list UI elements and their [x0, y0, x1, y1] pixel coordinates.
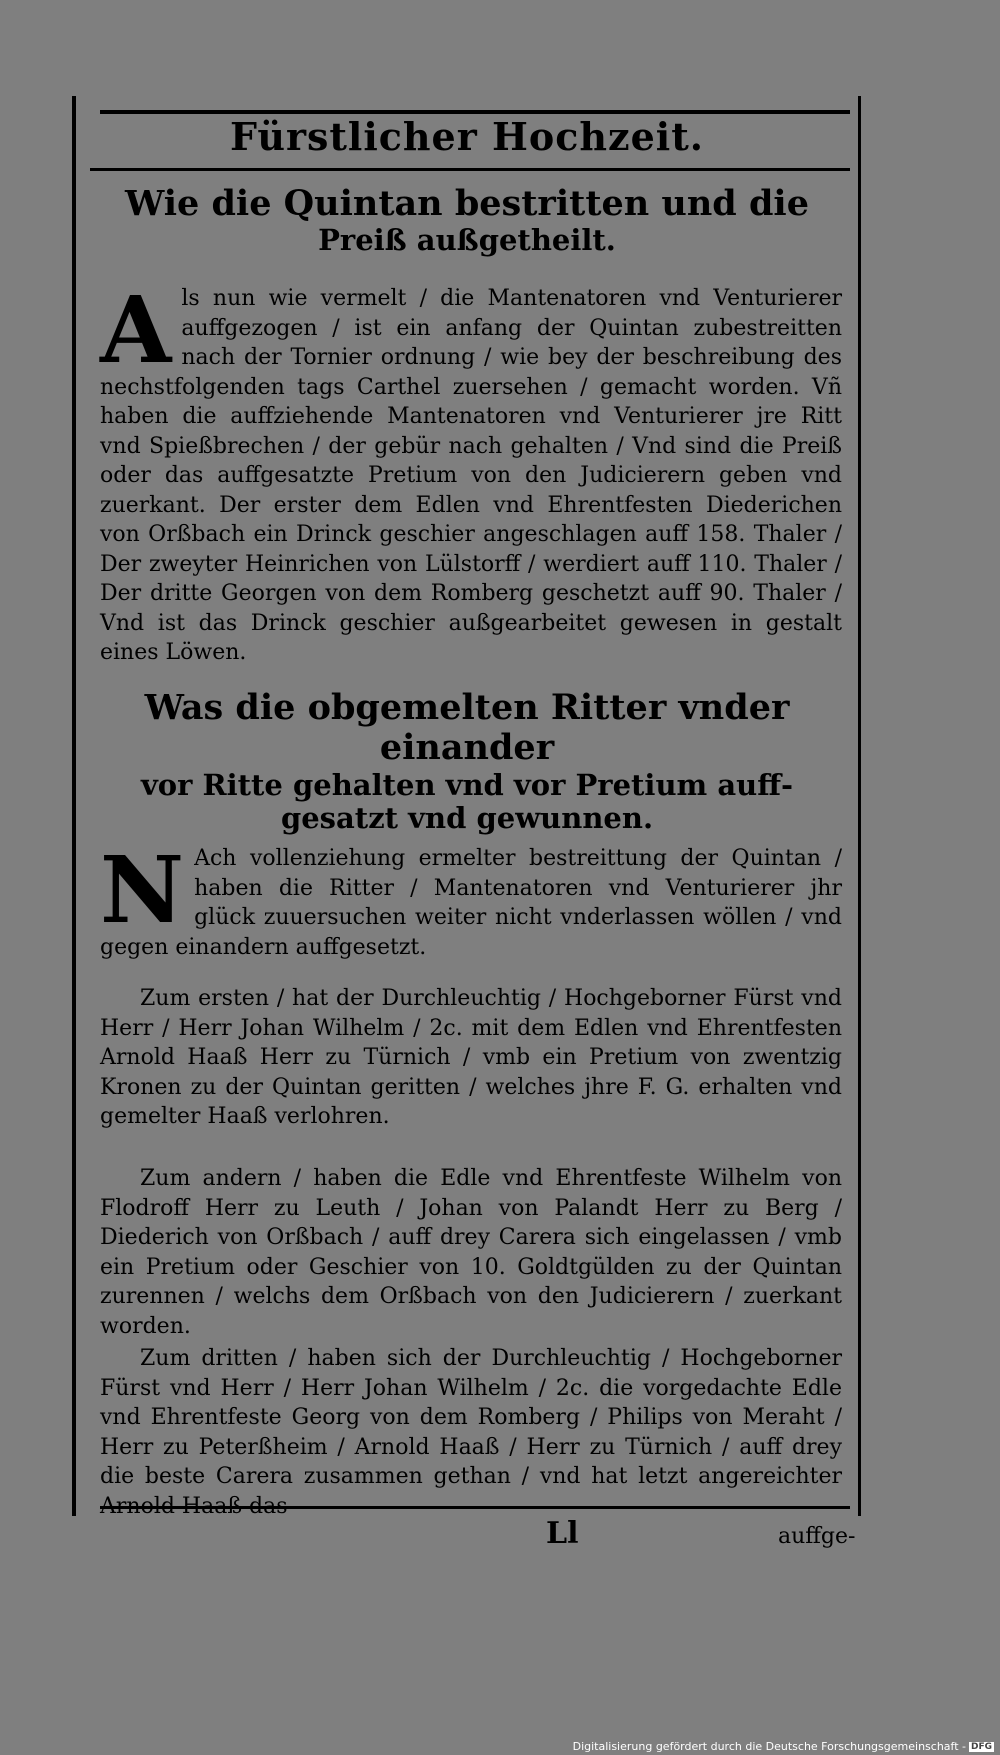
- dfg-logo-icon: DFG: [970, 1741, 992, 1752]
- credit-text: Digitalisierung gefördert durch die Deutsche Forschungsgemeinschaft -: [572, 1740, 966, 1753]
- paragraph-text: ls nun wie vermelt / die Mantenatoren vnd Venturierer auffgezogen / ist ein anfang der Quintan zubestreitten nach der Tornier ordnung / wie bey der beschreibung des nechstfolgenden tags Carthel zuersehen / gemacht worden. Vñ haben die auffziehende Mantenatoren vnd Venturierer jre Ritt vnd Spießbrechen / der gebür nach gehalten / Vnd sind die Preiß oder das auffgesatzte Pretium von den Judicierern geben vnd zuerkant. Der erster dem Edlen vnd Ehrentfesten Diederichen von Orßbach ein Drinck geschier angeschlagen auff 158. Thaler / Der zweyter Heinrichen von Lülstorff / werdiert auff 110. Thaler / Der dritte Georgen von dem Romberg geschetzt auff 90. Thaler / Vnd ist das Drinck geschier außgearbeitet gewesen in gestalt eines Löwen.: [100, 286, 842, 665]
- paragraph-quintan: [100, 276, 842, 668]
- paragraph-zum-dritten: Zum dritten / haben sich der Durchleuchtig / Hochgeborner Fürst vnd Herr / Herr Johan Wilhelm / 2c. die vorgedachte Edle vnd Ehrentfeste Georg von dem Romberg / Philips von Meraht / Herr zu Peterßheim / Arnold Haaß / Herr zu Türnich / auff drey die beste Carera zusammen gethan / vnd hat letzt angereichter Arnold Haaß das: [100, 1346, 842, 1519]
- signature-mark: Ll: [546, 1516, 579, 1551]
- running-header: Fürstlicher Hochzeit.: [230, 114, 704, 159]
- paragraph-zum-ersten: Zum ersten / hat der Durchleuchtig / Hochgeborner Fürst vnd Herr / Herr Johan Wilhelm / 2c. mit dem Edlen vnd Ehrentfesten Arnold Haaß Herr zu Türnich / vmb ein Pretium von zwentzig Kronen zu der Quintan geritten / welches jhre F. G. erhalten vnd gemelter Haaß verlohren.: [100, 986, 842, 1129]
- section-title-quintan: [76, 184, 858, 258]
- header-rule: [90, 168, 850, 171]
- section-title-line: Wie die Quintan bestritten und die: [125, 183, 809, 224]
- drop-cap: N: [100, 836, 185, 944]
- section-title-line: gesatzt vnd gewunnen.: [280, 800, 654, 835]
- section-title-line: Was die obgemelten Ritter vnder einander: [144, 687, 790, 769]
- bottom-rule: [100, 1506, 850, 1509]
- paragraph-text: Ach vollenziehung ermelter bestreittung der Quintan / haben die Ritter / Mantenatoren vnd Venturierer jhr glück zuuersuchen weiter nicht vnderlassen wöllen / vnd gegen einandern auffgesetzt.: [100, 846, 842, 960]
- digitization-credit: [573, 1740, 994, 1753]
- text-block-frame: [72, 96, 861, 1551]
- paragraph-intro: [100, 836, 842, 962]
- section-title-line: Preiß außgetheilt.: [318, 223, 616, 258]
- section-title-line: vor Ritte gehalten vnd vor Pretium auff-: [140, 767, 794, 802]
- paragraph-zum-andern: Zum andern / haben die Edle vnd Ehrentfeste Wilhelm von Flodroff Herr zu Leuth / Johan von Palandt Herr zu Berg / Diederich von Orßbach / auff drey Carera sich eingelassen / vmb ein Pretium oder Geschier von 10. Goldtgülden zu der Quintan zurennen / welchs dem Orßbach von den Judicierern / zuerkant worden.: [100, 1166, 842, 1339]
- drop-cap: A: [100, 276, 172, 384]
- section-title-ritter: [76, 688, 858, 835]
- catchword: auffge-: [778, 1524, 856, 1549]
